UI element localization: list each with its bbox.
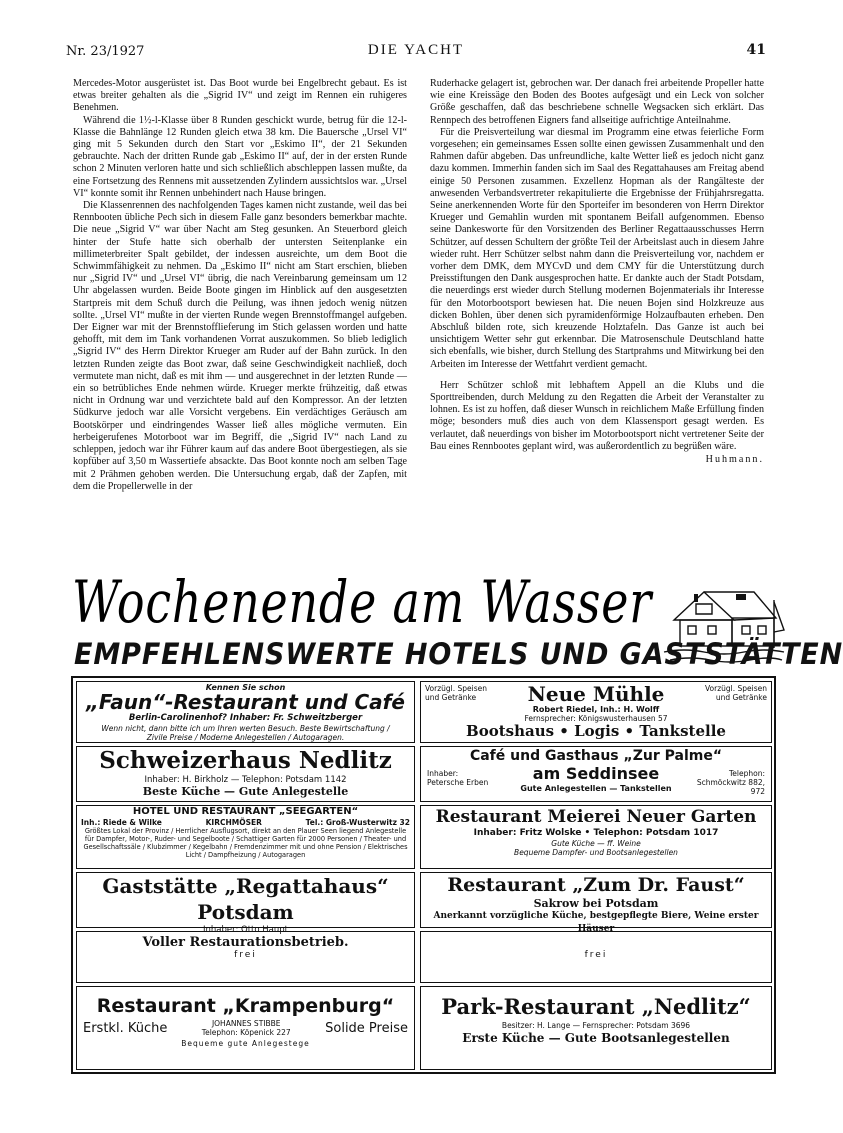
ad-faun <box>76 681 415 743</box>
ad-regattahaus-slogan: Voller Restaurationsbetrieb. <box>142 935 349 950</box>
ad-krampenburg-left: Erstkl. Küche <box>83 1020 168 1036</box>
ad-dr-faust-name: Restaurant „Zum Dr. Faust“ <box>447 874 745 896</box>
ad-seegarten-owners: Inh.: Riede & Wilke <box>81 818 162 827</box>
ad-park-nedlitz-slogan: Erste Küche — Gute Bootsanlegestellen <box>462 1031 730 1045</box>
ad-zur-palme-name: Café und Gasthaus „Zur Palme“ <box>469 748 723 764</box>
ad-zur-palme-phone: Telephon: Schmöckwitz 882, 972 <box>696 769 765 796</box>
ad-dr-faust-slogan: Anerkannt vorzügliche Küche, bestgepflegte Biere, Weine erster Häuser <box>433 911 759 934</box>
ad-seegarten-name: HOTEL UND RESTAURANT „SEEGARTEN“ <box>132 806 359 817</box>
ad-seegarten-place: KIRCHMÖSER <box>205 818 262 827</box>
article-paragraph: Für die Preisverteilung war diesmal im Programm eine etwas feierliche Form vorgesehen; ein gemeinsames Essen sollte einen gewissen Zusammenhalt und den Rahmen dafür abgeben. Das unfreundliche, kalte Wetter ließ es jedoch nicht ganz dazu kommen. Immerhin fanden sich im Saal des Regattahauses am Freitag abend einige 50 Personen zusammen. Exzellenz Hopman als der Rangälteste der anwesenden Verbandsvertreter rekapitulierte die Ergebnisse der Frühjahrsregatta. Seine anerkennenden Worte für den Sporteifer im besonderen von Herrn Direktor Krueger und Gemahlin wurden mit spontanem Beifall aufgenommen. Ebenso seine Dankesworte für den Vorsitzenden des Berliner Regattaausschusses Herrn Schützer, auf dessen Schultern der größte Teil der Arbeitslast auch in diesem Jahre wieder ruht. Herr Schützer selbst nahm dann die Preisverteilung vor, nachdem er vorher dem DMK, dem MYCvD und dem CMY für die Unterstützung durch Preisstiftungen den Dank ausgesprochen hatte. Er dankte auch der Stadt Potsdam, die neuerdings erst wieder durch Stellung modernen Bojenmaterials ihr Interesse für den Motorbootsport bewiesen hat. Die neuen Bojen sind Holzkreuze aus dicken Bohlen, über denen sich pyramidenförmige Holzaufbauten erheben. Den Abschluß bilden rote, sich kreuzende Holztafeln. Das Ganze ist auch bei unsichtigem Wetter sehr gut erkennbar. Die Matrosenschule Deutschland hatte sich ebenfalls, wie bisher, durch Stellung des Startprahms und Mitwirkung bei den Arbeiten im Interesse der Wettfahrt verdient gemacht. <box>430 126 764 370</box>
ad-neue-muehle-name: Neue Mühle <box>527 682 665 706</box>
article-paragraph: Herr Schützer schloß mit lebhaftem Appell an die Klubs und die Sporttreibenden, durch Meldung zu den Regatten die Arbeit der Veranstalter zu lohnen. Es ist zu hoffen, daß dieser Wunsch in reichlichem Maße Erfüllung finden möge; besonders muß dies auch von dem Klassensport gesagt werden. Es verlautet, daß neuerdings von bisher im Motorbootsport nicht vertretener Seite der Bau eines Rennbootes geplant wird, was außerordentlich zu begrüßen wäre. <box>430 379 764 452</box>
ad-title <box>68 566 668 634</box>
page-number: 41 <box>746 42 766 58</box>
ad-free-label: frei <box>584 950 608 960</box>
ad-free-label: frei <box>234 950 257 960</box>
ad-neue-muehle-phone: Fernsprecher: Königswusterhausen 57 <box>524 714 668 723</box>
page-header <box>66 42 766 64</box>
ad-zur-palme-owner: Inhaber: Petersche Erben <box>427 769 489 787</box>
ad-park-nedlitz-name: Park-Restaurant „Nedlitz“ <box>441 994 751 1019</box>
article-paragraph: Die Klassenrennen des nachfolgenden Tages kamen nicht zustande, weil das bei Rennbooten übliche Pech sich in diesem Falle ganz besonders bemerkbar machte. Die neue „Sigrid V“ war über Nacht am Steg gesunken. An Steuerbord gleich hinter der Stufe hatte sich oberhalb der untersten Seitenplanke ein millimeterbreiter Spalt gebildet, der indessen ausreichte, um dem Boot die Schwimmfähigkeit zu nehmen. Da „Eskimo II“ nicht am Start erschien, blieben nur „Sigrid IV“ und „Ursel VI“ übrig, die nach Vereinbarung gemeinsam um 12 Uhr abgelassen wurden. Beide Boote gingen im Hinblick auf den ausgesetzten Startpreis mit dem Schuß durch die Peilung, was ihnen jedoch wenig nützen sollte. „Ursel VI“ mußte in der vierten Runde wegen Brennstoffmangel aufgeben. Der Eigner war mit der Brennstofflieferung im Stich gelassen worden und hatte gehofft, mit dem im Tank vorhandenen Vorrat auszukommen. So blieb lediglich „Sigrid IV“ des Herrn Direktor Krueger am Ruder auf der Bahn zurück. In den letzten Runden zeigte das Boot zwar, daß seine Geschwindigkeit nachließ, doch vermutete man nicht, daß es mit ihm — und ausgerechnet in der letzten Runde — ein so betrübliches Ende nehmen würde. Krueger merkte frühzeitig, daß etwas nicht in Ordnung war und verzichtete bald auf den Kompressor. An der letzten Südkurve jedoch war alle Vorsicht vergebens. Ein verdächtiges Geräusch am Bootskörper und eindringendes Wasser ließ alles mögliche vermuten. Ein herbeigerufenes Motorboot war im Begriff, die „Sigrid IV“ nach Land zu schleppen, jedoch war ihr Führer kaum auf das andere Boot übergestiegen, als sie kopfüber auf 3,50 m Wassertiefe absackte. Das Boot konnte noch am selben Tage mit 2 Prähmen gehoben werden. Die Untersuchung ergab, daß der Zapfen, mit dem die Propellerwelle in der <box>73 200 407 492</box>
ad-neue-muehle-services: Bootshaus • Logis • Tankstelle <box>466 722 726 740</box>
ad-seegarten-tel: Tel.: Groß-Wusterwitz 32 <box>305 818 410 827</box>
article-column-left <box>73 78 407 493</box>
ad-krampenburg-tel: Telephon: Köpenick 227 <box>201 1028 291 1037</box>
article-signature: Huhmann. <box>705 454 764 466</box>
ad-schweizerhaus <box>76 746 415 802</box>
ad-krampenburg-right: Solide Preise <box>325 1020 408 1036</box>
ad-regattahaus <box>76 872 415 950</box>
ad-regattahaus-name: Gaststätte „Regattahaus“ Potsdam <box>102 874 389 924</box>
journal-title: DIE YACHT <box>367 42 465 58</box>
ad-dr-faust-place: Sakrow bei Potsdam <box>533 897 659 910</box>
article-paragraph: Ruderhacke gelagert ist, gebrochen war. Der danach frei arbeitende Propeller hatte wie eine Kreissäge den Boden des Bootes aufgesägt und ein Leck von solcher Größe geschaffen, daß das beschriebene schnelle Wegsacken sich erklärt. Das Rennpech des betroffenen Eigners fand allseitige aufrichtige Anteilnahme. <box>430 78 764 126</box>
ad-schweizerhaus-info: Inhaber: H. Birkholz — Telephon: Potsdam 1142 <box>144 775 347 785</box>
ad-title-text: Wochenende am Wasser <box>72 568 654 636</box>
advertisement-grid <box>71 676 776 1074</box>
ad-krampenburg-owner: JOHANNES STIBBE <box>211 1019 281 1028</box>
ad-seegarten-desc: Größtes Lokal der Provinz / Herrlicher Ausflugsort, direkt an den Plauer Seen liegend Anlegestelle für Dampfer, Motor-, Ruder- und Segelboote / Schattiger Garten für 2000 Personen / Theater- und Gesellschaftssäle / Klubzimmer / Kegelbahn / Fremdenzimmer mit und ohne Pension / Elektrisches Licht / Dampfheizung / Autogaragen <box>83 827 408 859</box>
ad-schweizerhaus-name: Schweizerhaus Nedlitz <box>99 747 392 774</box>
ad-zur-palme-foot: Gute Anlegestellen — Tankstellen <box>520 784 672 793</box>
ad-faun-line1: Berlin-Carolinenhof? Inhaber: Fr. Schweitzberger <box>128 713 363 723</box>
ad-krampenburg-name: Restaurant „Krampenburg“ <box>96 995 395 1017</box>
ad-seegarten <box>76 805 415 869</box>
issue-number: Nr. 23/1927 <box>66 44 145 59</box>
ad-faun-name: „Faun“-Restaurant und Café <box>86 690 405 714</box>
article-paragraph: Während die 1½-l-Klasse über 8 Runden geschickt wurde, betrug für die 12-l-Klasse die Bahnlänge 12 Runden gleich etwa 38 km. Die Bauersche „Ursel VI“ ging mit 5 Sekunden durch den Start vor „Eskimo II“, der 21 Sekunden gebrauchte. Nach der dritten Runde gab „Eskimo II“ auf, der in der ersten Runde schon 2 Minuten verloren hatte und sich schließlich abschleppen lassen mußte, da eine Fortsetzung des Rennens mit aussetzenden Zylindern aussichtslos war. „Ursel VI“ konnte somit ihr Rennen unbehindert nach Hause bringen. <box>73 114 407 199</box>
ad-subtitle: EMPFEHLENSWERTE HOTELS UND GASTSTÄTTEN <box>74 637 843 671</box>
ad-neue-muehle <box>420 681 772 743</box>
ad-meierei-info: Inhaber: Fritz Wolske • Telephon: Potsdam 1017 <box>473 828 719 838</box>
ad-zur-palme <box>420 746 772 802</box>
ad-neue-muehle-side-right: Vorzügl. Speisen und Getränke <box>704 684 767 702</box>
ad-free-left <box>76 931 415 983</box>
ad-neue-muehle-side-left: Vorzügl. Speisen und Getränke <box>425 684 488 702</box>
ad-meierei-line1: Gute Küche — ff. Weine <box>551 839 641 848</box>
ad-schweizerhaus-slogan: Beste Küche — Gute Anlegestelle <box>142 785 349 798</box>
ad-faun-line2: Wenn nicht, dann bitte ich um Ihren werten Besuch. Beste Bewirtschaftung / Zivile Preise / Moderne Anlegestellen / Autogaragen. <box>101 724 390 742</box>
ad-zur-palme-place: am Seddinsee <box>532 764 660 783</box>
ad-faun-kicker: Kennen Sie schon <box>205 683 286 692</box>
ad-meierei-name: Restaurant Meierei Neuer Garten <box>435 807 757 827</box>
ad-meierei <box>420 805 772 869</box>
ad-neue-muehle-owner: Robert Riedel, Inh.: H. Wolff <box>532 705 660 714</box>
ad-park-nedlitz <box>420 986 772 1070</box>
article-paragraph: Mercedes-Motor ausgerüstet ist. Das Boot wurde bei Engelbrecht gebaut. Es ist etwas breiter gehalten als die „Sigrid IV“ und zeigt im Rennen ein ruhigeres Benehmen. <box>73 78 407 114</box>
article-column-right <box>430 78 764 466</box>
ad-free-right <box>420 931 772 983</box>
ad-park-nedlitz-info: Besitzer: H. Lange — Fernsprecher: Potsdam 3696 <box>501 1021 691 1030</box>
ad-krampenburg <box>76 986 415 1070</box>
ad-regattahaus-owner: Inhaber: Otto Haupt <box>203 925 288 935</box>
ad-meierei-line2: Bequeme Dampfer- und Bootsanlegestellen <box>514 848 678 857</box>
ad-dr-faust <box>420 872 772 934</box>
ad-krampenburg-foot: Bequeme gute Anlegestege <box>181 1039 310 1048</box>
